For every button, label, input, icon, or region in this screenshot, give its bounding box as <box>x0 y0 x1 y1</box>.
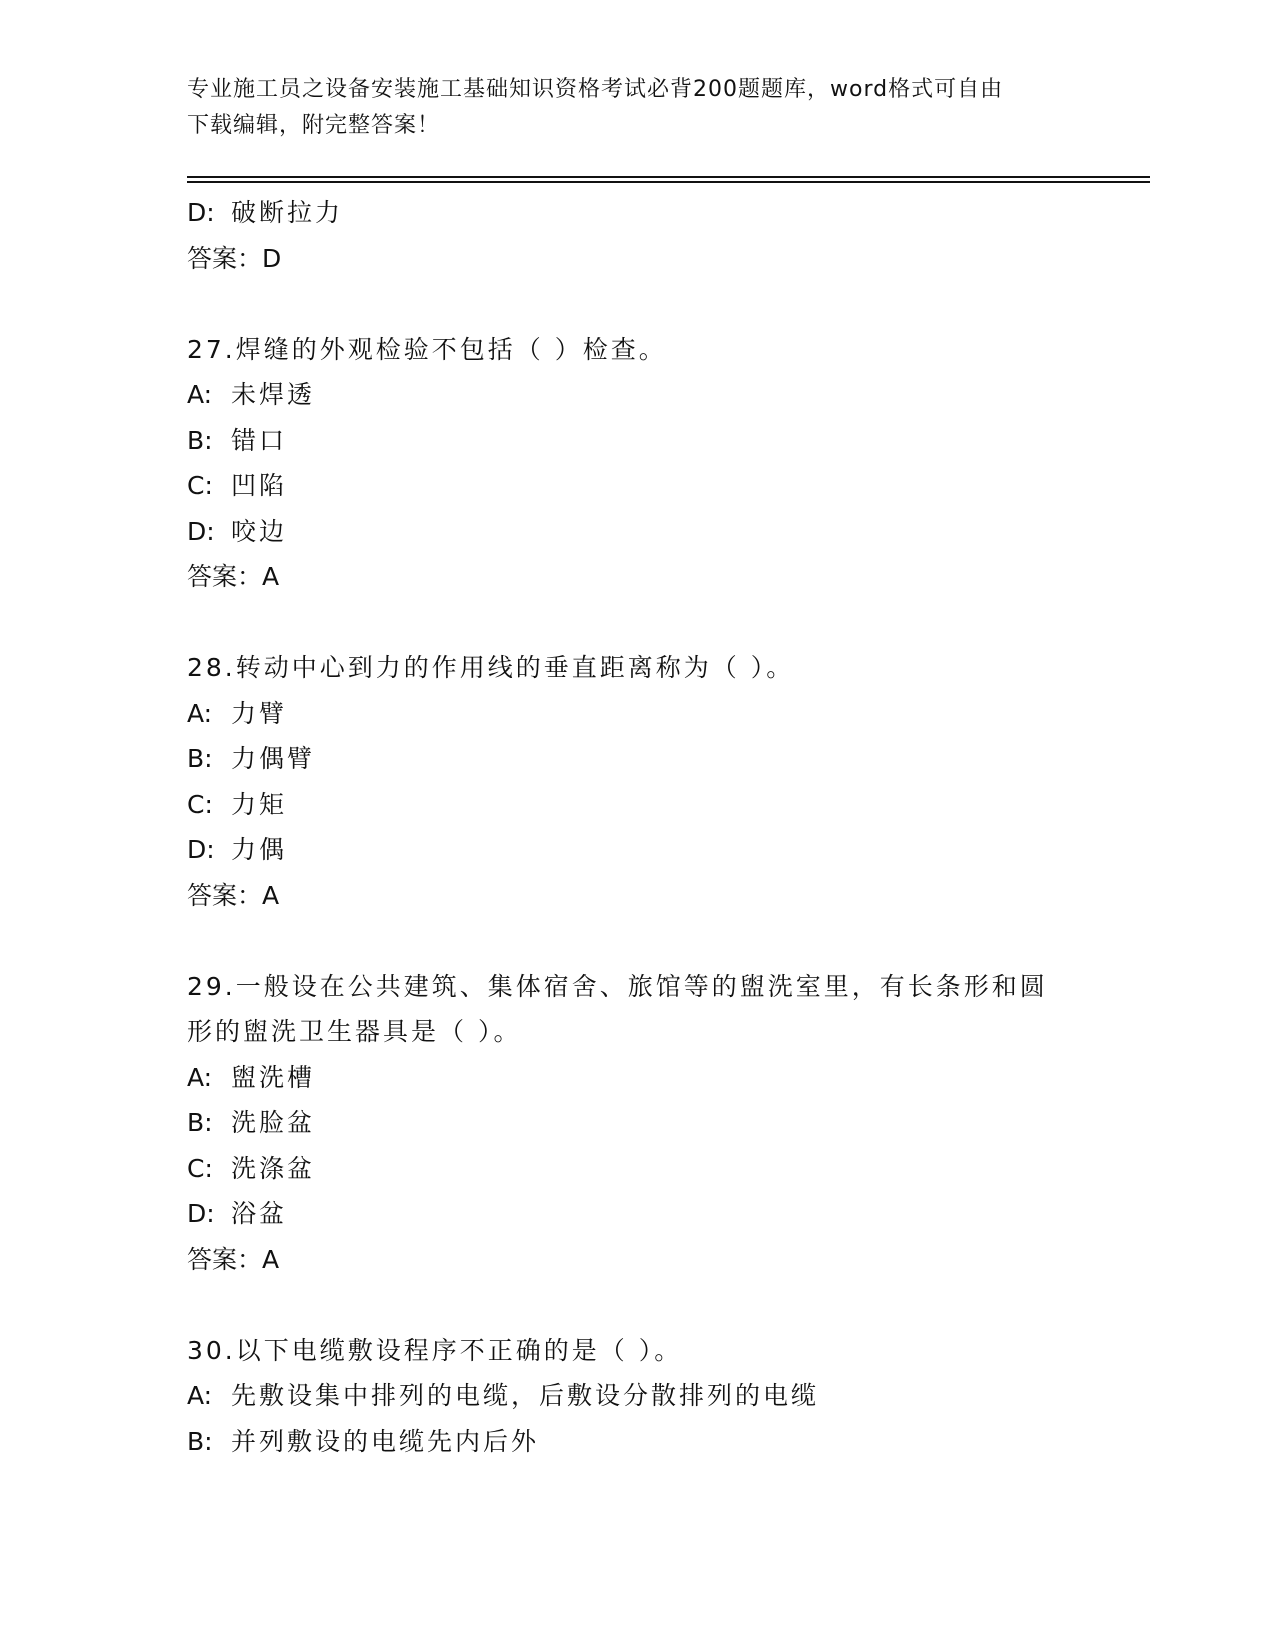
header-title-line1: 专业施工员之设备安装施工基础知识资格考试必背200题题库，word格式可自由 <box>187 77 1004 102</box>
option-d: D: 力偶 <box>187 835 288 864</box>
option-c: C: 洗涤盆 <box>187 1153 316 1183</box>
question-text-line1: 29.一般设在公共建筑、集体宿舍、旅馆等的盥洗室里，有长条形和圆 <box>187 971 1048 1001</box>
option-c: C: 凹陷 <box>187 471 288 500</box>
option-d: D: 咬边 <box>187 516 288 546</box>
answer-line: 答案：A <box>187 562 280 591</box>
question-text: 27.焊缝的外观检验不包括（ ）检查。 <box>187 334 667 364</box>
question-text-line2: 形的盥洗卫生器具是（ ）。 <box>187 1017 522 1046</box>
question-27 <box>187 327 1087 600</box>
option-b: B: 并列敷设的电缆先内后外 <box>187 1426 540 1456</box>
option-d: D: 破断拉力 <box>187 198 344 227</box>
header-rule-bottom <box>187 181 1150 183</box>
document-header <box>187 72 1067 144</box>
option-b: B: 力偶臂 <box>187 744 316 773</box>
header-title-line2: 下载编辑，附完整答案！ <box>187 113 441 138</box>
answer-line: 答案：D <box>187 243 282 273</box>
question-text: 30.以下电缆敷设程序不正确的是（ ）。 <box>187 1335 683 1365</box>
answer-line: 答案：A <box>187 1244 280 1274</box>
question-30 <box>187 1328 1087 1465</box>
option-b: B: 错口 <box>187 425 288 455</box>
answer-line: 答案：A <box>187 880 280 910</box>
header-rule-top <box>187 176 1150 178</box>
option-b: B: 洗脸盆 <box>187 1108 316 1137</box>
carryover-block <box>187 190 1087 281</box>
option-a: A: 未焊透 <box>187 380 316 409</box>
question-28 <box>187 645 1087 918</box>
option-a: A: 先敷设集中排列的电缆，后敷设分散排列的电缆 <box>187 1381 820 1410</box>
question-29 <box>187 964 1087 1283</box>
question-list <box>187 190 1087 1464</box>
option-c: C: 力矩 <box>187 789 288 819</box>
option-a: A: 力臂 <box>187 698 288 728</box>
question-text: 28.转动中心到力的作用线的垂直距离称为（ ）。 <box>187 653 795 682</box>
option-d: D: 浴盆 <box>187 1199 288 1228</box>
option-a: A: 盥洗槽 <box>187 1062 316 1092</box>
